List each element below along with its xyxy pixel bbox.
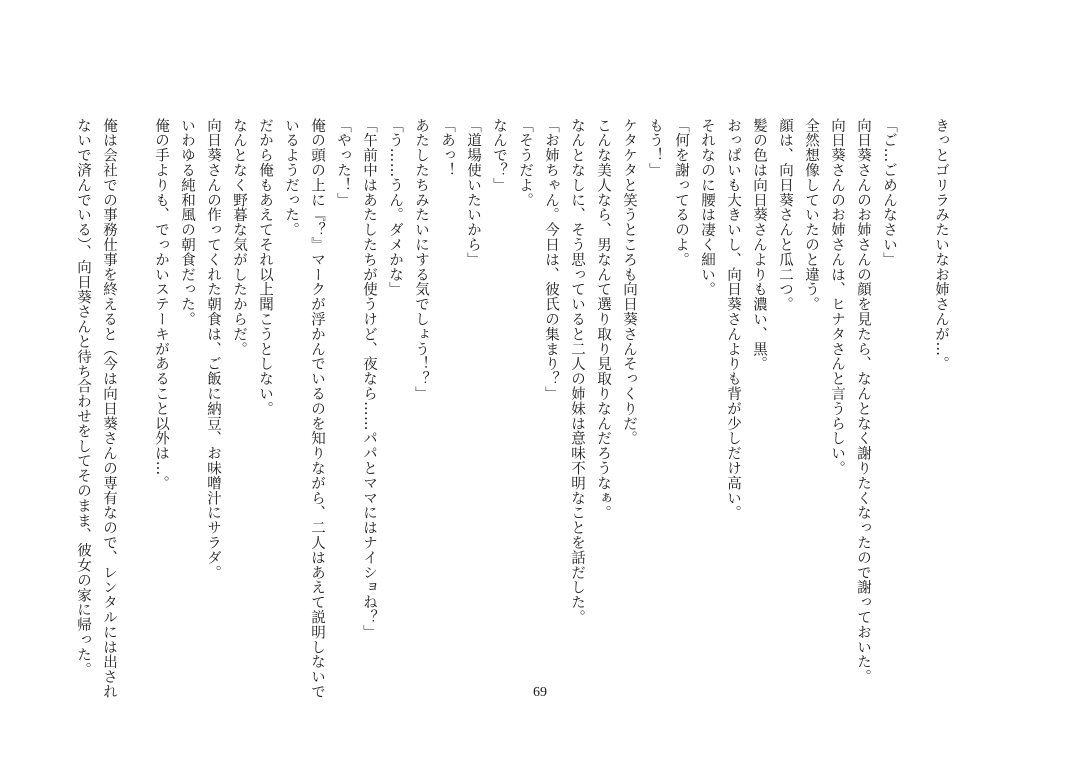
text-line: 「う……うん。ダメかな」 — [387, 118, 403, 297]
text-line: いわゆる純和風の朝食だった。 — [179, 118, 195, 327]
text-line: きっとゴリラみたいなお姉さんが…。 — [933, 118, 949, 372]
blank-line — [122, 118, 148, 678]
text-line: いるようだった。 — [283, 118, 299, 238]
text-line: 俺の手よりも、でっかいステーキがあること以外は…。 — [153, 118, 169, 491]
text-line: それなのに腰は凄く細い。 — [699, 118, 715, 297]
text-line: なんとなく野暮な気がしたからだ。 — [231, 118, 247, 357]
text-line: ケタケタと笑うところも向日葵さんそっくりだ。 — [621, 118, 637, 446]
text-line: 俺は会社での事務仕事を終えると（今は向日葵さんの専有なので、レンタルには出され — [101, 118, 117, 700]
text-line: 「何を謝ってるのよ。 — [673, 118, 689, 267]
text-line: なんとなしに、そう思っていると二人の姉妹は意味不明なことを話だした。 — [569, 118, 585, 625]
text-line: 「ご…ごめんなさい」 — [881, 118, 897, 267]
text-line: 髪の色は向日葵さんよりも濃い、黒。 — [751, 118, 767, 372]
text-line: 向日葵さんのお姉さんの顔を見たら、なんとなく謝りたくなったので謝っておいた。 — [855, 118, 871, 685]
text-line: 全然想像していたのと違う。 — [803, 118, 819, 312]
text-line: 向日葵さんの作ってくれた朝食は、ご飯に納豆、お味噌汁にサラダ。 — [205, 118, 221, 580]
text-line: 「そうだよ。 — [517, 118, 533, 208]
text-line: 「午前中はあたしたちが使うけど、夜なら……パパとママにはナイショね？」 — [361, 118, 377, 640]
text-line: あたしたちみたいにする気でしょう！？」 — [413, 118, 429, 402]
text-line: 「あっ！ — [439, 118, 455, 178]
text-line: 顔は、向日葵さんと瓜二つ。 — [777, 118, 793, 312]
blank-line — [902, 118, 928, 678]
text-line: 「お姉ちゃん。今日は、彼氏の集まり？」 — [543, 118, 559, 402]
text-line: 「やった！」 — [335, 118, 351, 208]
text-line: なんで？」 — [491, 118, 507, 193]
text-line: 向日葵さんのお姉さんは、ヒナタさんと言うらしい。 — [829, 118, 845, 476]
text-line: こんな美人なら、男なんて選り取り見取りなんだろうなぁ。 — [595, 118, 611, 521]
page-number: 69 — [533, 685, 547, 700]
text-line: おっぱいも大きいし、向日葵さんよりも背が少しだけ高い。 — [725, 118, 741, 521]
text-line: だから俺もあえてそれ以上聞こうとしない。 — [257, 118, 273, 416]
text-line: 「道場使いたいから」 — [465, 118, 481, 267]
text-line: 俺の頭の上に『？』マークが浮かんでいるのを知りながら、二人はあえて説明しないで — [309, 118, 325, 700]
text-line: もう！」 — [647, 118, 663, 178]
text-line: ないで済んでいる）、向日葵さんと待ち合わせをしてそのまま、彼女の家に帰った。 — [75, 118, 91, 677]
